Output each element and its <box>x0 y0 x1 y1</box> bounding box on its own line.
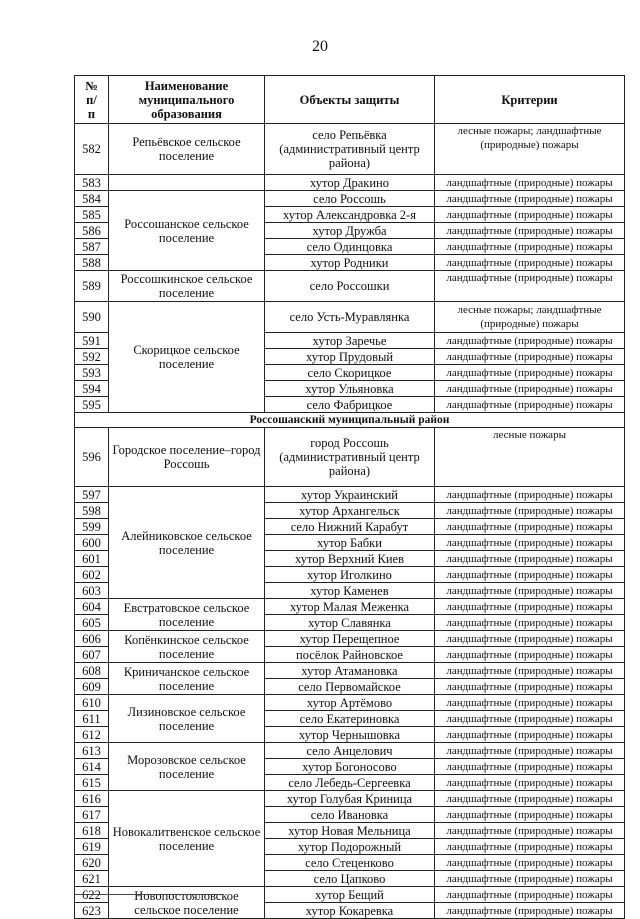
table-row <box>75 743 625 759</box>
municipality-name: Городское поселение–город Россошь <box>109 428 265 487</box>
protected-object: хутор Подорожный <box>265 839 435 855</box>
criteria: ландшафтные (природные) пожары <box>435 519 625 535</box>
row-number: 606 <box>75 631 109 647</box>
municipality-name: Россошанское сельское поселение <box>109 191 265 271</box>
criteria: лесные пожары; ландшафтные (природные) пожары <box>435 124 625 175</box>
criteria: ландшафтные (природные) пожары <box>435 743 625 759</box>
footnote-rule <box>74 894 224 895</box>
protected-object: село Анцелович <box>265 743 435 759</box>
protected-object: село Нижний Карабут <box>265 519 435 535</box>
criteria: ландшафтные (природные) пожары <box>435 365 625 381</box>
header-objects: Объекты защиты <box>265 76 435 124</box>
row-number: 616 <box>75 791 109 807</box>
row-number: 596 <box>75 428 109 487</box>
header-municipality: Наименование муниципального образования <box>109 76 265 124</box>
table-body <box>75 124 625 919</box>
criteria: ландшафтные (природные) пожары <box>435 855 625 871</box>
municipality-name: Репьёвское сельское поселение <box>109 124 265 175</box>
criteria: ландшафтные (природные) пожары <box>435 823 625 839</box>
criteria: ландшафтные (природные) пожары <box>435 503 625 519</box>
table-row <box>75 191 625 207</box>
protected-object: село Лебедь-Сергеевка <box>265 775 435 791</box>
page-number: 20 <box>312 38 328 55</box>
criteria: ландшафтные (природные) пожары <box>435 175 625 191</box>
table-row <box>75 175 625 191</box>
row-number: 593 <box>75 365 109 381</box>
criteria: ландшафтные (природные) пожары <box>435 207 625 223</box>
table-row <box>75 124 625 175</box>
row-number: 591 <box>75 333 109 349</box>
protected-object: село Усть-Муравлянка <box>265 302 435 333</box>
protected-object: посёлок Райновское <box>265 647 435 663</box>
protected-object: село Цапково <box>265 871 435 887</box>
header-num: № п/ п <box>75 76 109 124</box>
row-number: 621 <box>75 871 109 887</box>
row-number: 623 <box>75 903 109 919</box>
criteria: ландшафтные (природные) пожары <box>435 381 625 397</box>
protected-object: хутор Атамановка <box>265 663 435 679</box>
criteria: ландшафтные (природные) пожары <box>435 599 625 615</box>
municipality-name: Копёнкинское сельское поселение <box>109 631 265 663</box>
protected-object: хутор Перещепное <box>265 631 435 647</box>
row-number: 598 <box>75 503 109 519</box>
criteria: ландшафтные (природные) пожары <box>435 615 625 631</box>
municipality-name: Криничанское сельское поселение <box>109 663 265 695</box>
protected-object: хутор Украинский <box>265 487 435 503</box>
protected-object: хутор Заречье <box>265 333 435 349</box>
row-number: 614 <box>75 759 109 775</box>
protected-object: село Скорицкое <box>265 365 435 381</box>
protected-object: хутор Дружба <box>265 223 435 239</box>
protected-object: село Ивановка <box>265 807 435 823</box>
protected-object: хутор Бещий <box>265 887 435 903</box>
criteria: ландшафтные (природные) пожары <box>435 223 625 239</box>
protected-object: хутор Малая Меженка <box>265 599 435 615</box>
protected-object: хутор Верхний Киев <box>265 551 435 567</box>
table-row <box>75 695 625 711</box>
row-number: 618 <box>75 823 109 839</box>
row-number: 604 <box>75 599 109 615</box>
criteria: лесные пожары <box>435 428 625 487</box>
row-number: 594 <box>75 381 109 397</box>
municipality-empty <box>109 175 265 191</box>
row-number: 584 <box>75 191 109 207</box>
criteria: ландшафтные (природные) пожары <box>435 191 625 207</box>
section-title: Россошанский муниципальный район <box>75 413 625 428</box>
criteria: ландшафтные (природные) пожары <box>435 397 625 413</box>
criteria: ландшафтные (природные) пожары <box>435 349 625 365</box>
table-row <box>75 487 625 503</box>
protected-object: хутор Ульяновка <box>265 381 435 397</box>
protected-object: хутор Новая Мельница <box>265 823 435 839</box>
row-number: 589 <box>75 271 109 302</box>
row-number: 602 <box>75 567 109 583</box>
municipality-name: Алейниковское сельское поселение <box>109 487 265 599</box>
protected-object: село Репьёвка (административный центр района) <box>265 124 435 175</box>
protected-object: хутор Чернышовка <box>265 727 435 743</box>
protected-object: хутор Родники <box>265 255 435 271</box>
row-number: 600 <box>75 535 109 551</box>
table-row <box>75 663 625 679</box>
row-number: 622 <box>75 887 109 903</box>
table-row <box>75 631 625 647</box>
criteria: ландшафтные (природные) пожары <box>435 903 625 919</box>
criteria: ландшафтные (природные) пожары <box>435 727 625 743</box>
protected-object: хутор Александровка 2-я <box>265 207 435 223</box>
row-number: 615 <box>75 775 109 791</box>
municipality-name: Новопостояловское сельское поселение <box>109 887 265 919</box>
municipality-name: Новокалитвенское сельское поселение <box>109 791 265 887</box>
header-criteria: Критерии <box>435 76 625 124</box>
protected-object: хутор Кокаревка <box>265 903 435 919</box>
criteria: ландшафтные (природные) пожары <box>435 239 625 255</box>
criteria: ландшафтные (природные) пожары <box>435 631 625 647</box>
criteria: лесные пожары; ландшафтные (природные) пожары <box>435 302 625 333</box>
protected-object: хутор Иголкино <box>265 567 435 583</box>
protected-object: село Россошь <box>265 191 435 207</box>
table-row <box>75 599 625 615</box>
municipality-name: Россошкинское сельское поселение <box>109 271 265 302</box>
municipality-name: Лизиновское сельское поселение <box>109 695 265 743</box>
protection-objects-table <box>74 75 625 919</box>
criteria: ландшафтные (природные) пожары <box>435 711 625 727</box>
criteria: ландшафтные (природные) пожары <box>435 791 625 807</box>
criteria: ландшафтные (природные) пожары <box>435 535 625 551</box>
criteria: ландшафтные (природные) пожары <box>435 567 625 583</box>
row-number: 613 <box>75 743 109 759</box>
row-number: 608 <box>75 663 109 679</box>
protected-object: хутор Богоносово <box>265 759 435 775</box>
row-number: 617 <box>75 807 109 823</box>
criteria: ландшафтные (природные) пожары <box>435 695 625 711</box>
row-number: 583 <box>75 175 109 191</box>
row-number: 585 <box>75 207 109 223</box>
criteria: ландшафтные (природные) пожары <box>435 871 625 887</box>
protected-object: город Россошь (административный центр района) <box>265 428 435 487</box>
row-number: 605 <box>75 615 109 631</box>
protected-object: хутор Славянка <box>265 615 435 631</box>
row-number: 609 <box>75 679 109 695</box>
protected-object: хутор Каменев <box>265 583 435 599</box>
protected-object: село Россошки <box>265 271 435 302</box>
protected-object: хутор Артёмово <box>265 695 435 711</box>
row-number: 588 <box>75 255 109 271</box>
criteria: ландшафтные (природные) пожары <box>435 583 625 599</box>
municipality-name: Евстратовское сельское поселение <box>109 599 265 631</box>
row-number: 582 <box>75 124 109 175</box>
row-number: 611 <box>75 711 109 727</box>
row-number: 603 <box>75 583 109 599</box>
criteria: ландшафтные (природные) пожары <box>435 887 625 903</box>
criteria: ландшафтные (природные) пожары <box>435 333 625 349</box>
row-number: 610 <box>75 695 109 711</box>
row-number: 619 <box>75 839 109 855</box>
row-number: 592 <box>75 349 109 365</box>
row-number: 620 <box>75 855 109 871</box>
row-number: 586 <box>75 223 109 239</box>
criteria: ландшафтные (природные) пожары <box>435 271 625 302</box>
criteria: ландшафтные (природные) пожары <box>435 255 625 271</box>
row-number: 599 <box>75 519 109 535</box>
table-header-row <box>75 76 625 124</box>
protected-object: село Одинцовка <box>265 239 435 255</box>
criteria: ландшафтные (природные) пожары <box>435 839 625 855</box>
criteria: ландшафтные (природные) пожары <box>435 679 625 695</box>
municipality-name: Морозовское сельское поселение <box>109 743 265 791</box>
protected-object: село Первомайское <box>265 679 435 695</box>
protected-object: хутор Дракино <box>265 175 435 191</box>
protected-object: хутор Голубая Криница <box>265 791 435 807</box>
section-row <box>75 413 625 428</box>
table-row <box>75 302 625 333</box>
protected-object: село Фабрицкое <box>265 397 435 413</box>
protected-object: хутор Бабки <box>265 535 435 551</box>
table-row <box>75 428 625 487</box>
criteria: ландшафтные (природные) пожары <box>435 807 625 823</box>
row-number: 607 <box>75 647 109 663</box>
protected-object: хутор Прудовый <box>265 349 435 365</box>
row-number: 595 <box>75 397 109 413</box>
criteria: ландшафтные (природные) пожары <box>435 775 625 791</box>
criteria: ландшафтные (природные) пожары <box>435 663 625 679</box>
criteria: ландшафтные (природные) пожары <box>435 647 625 663</box>
criteria: ландшафтные (природные) пожары <box>435 551 625 567</box>
row-number: 597 <box>75 487 109 503</box>
row-number: 601 <box>75 551 109 567</box>
table-row <box>75 271 625 302</box>
row-number: 587 <box>75 239 109 255</box>
protected-object: хутор Архангельск <box>265 503 435 519</box>
row-number: 612 <box>75 727 109 743</box>
criteria: ландшафтные (природные) пожары <box>435 487 625 503</box>
municipality-name: Скорицкое сельское поселение <box>109 302 265 413</box>
row-number: 590 <box>75 302 109 333</box>
table-row <box>75 791 625 807</box>
criteria: ландшафтные (природные) пожары <box>435 759 625 775</box>
protected-object: село Екатериновка <box>265 711 435 727</box>
protected-object: село Стеценково <box>265 855 435 871</box>
